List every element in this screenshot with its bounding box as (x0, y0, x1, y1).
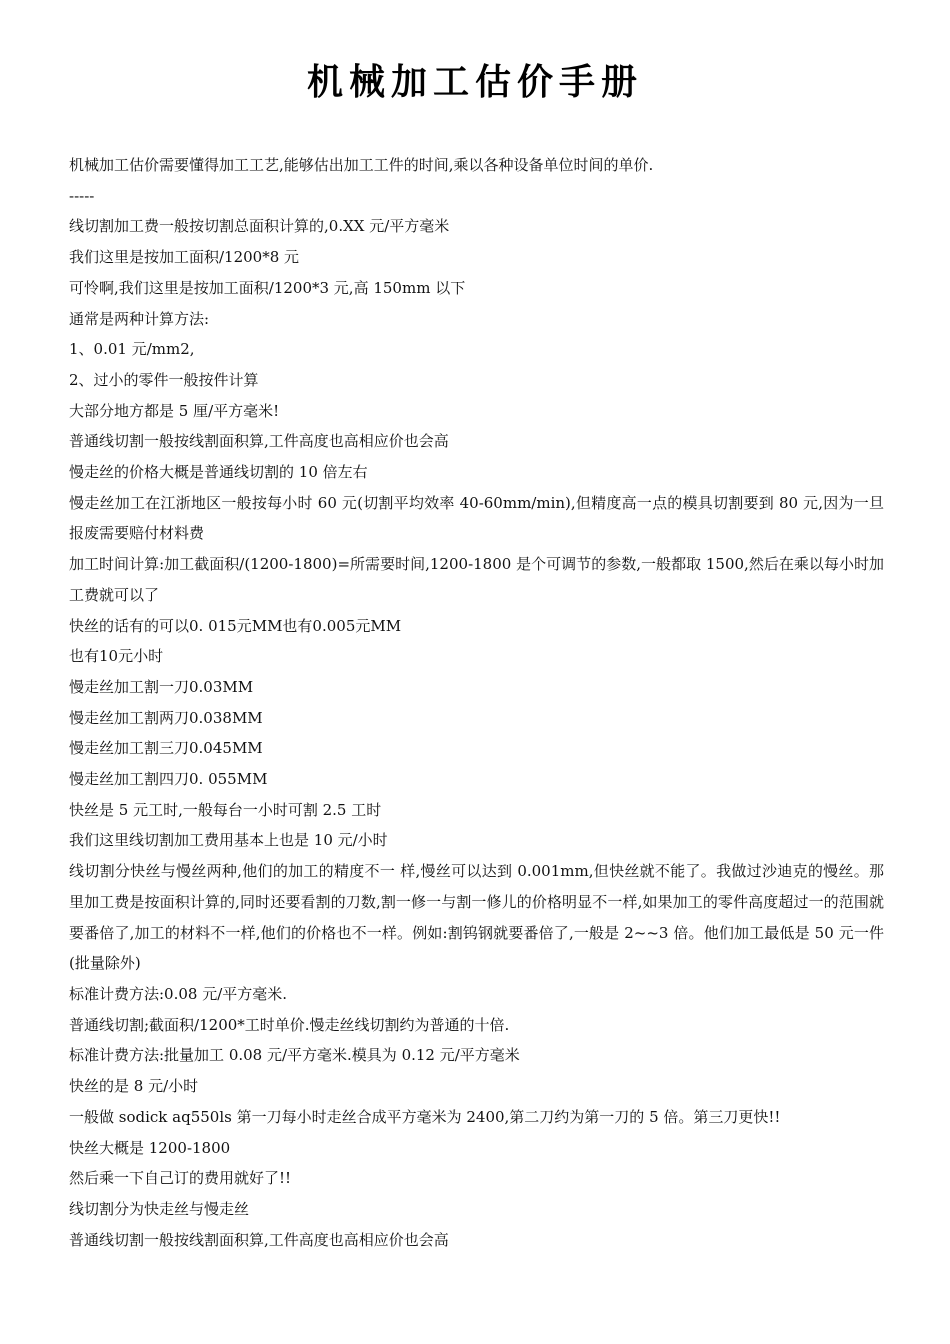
paragraph: 慢走丝加工割四刀0. 055MM (69, 770, 268, 789)
paragraph: 普通线切割;截面积/1200*工时单价.慢走丝线切割约为普通的十倍. (69, 1015, 510, 1034)
paragraph: 快丝的是 8 元/小时 (69, 1077, 199, 1096)
document-title: 机械加工估价手册 (306, 61, 643, 103)
paragraph: 然后乘一下自己订的费用就好了!! (69, 1169, 292, 1188)
paragraph: 通常是两种计算方法: (69, 309, 210, 328)
paragraph: 快丝是 5 元工时,一般每台一小时可割 2.5 工时 (69, 800, 382, 819)
separator-dashes: ----- (69, 186, 95, 205)
paragraph: 慢走丝加工在江浙地区一般按每小时 60 元(切割平均效率 40-60mm/min),但精度高一点的模具切割要到 80 元,因为一旦报废需要赔付材料费 (69, 493, 884, 543)
paragraph: 标准计费方法:批量加工 0.08 元/平方毫米.模具为 0.12 元/平方毫米 (69, 1046, 520, 1065)
list-item: 2、过小的零件一般按件计算 (69, 370, 259, 389)
paragraph: 慢走丝加工割三刀0.045MM (69, 739, 263, 758)
paragraph: 大部分地方都是 5 厘/平方毫米! (69, 401, 280, 420)
paragraph: 慢走丝加工割两刀0.038MM (69, 708, 263, 727)
paragraph: 普通线切割一般按线割面积算,工件高度也高相应价也会高 (69, 1230, 449, 1249)
paragraph: 我们这里是按加工面积/1200*8 元 (69, 248, 300, 267)
paragraph: 加工时间计算:加工截面积/(1200-1800)=所需要时间,1200-1800 是个可调节的参数,一般都取 1500,然后在乘以每小时加工费就可以了 (69, 555, 884, 604)
paragraph: 慢走丝的价格大概是普通线切割的 10 倍左右 (69, 463, 368, 482)
paragraph-intro: 机械加工估价需要懂得加工工艺,能够估出加工工件的时间,乘以各种设备单位时间的单价. (69, 156, 654, 174)
document-body (69, 150, 884, 1255)
paragraph: 普通线切割一般按线割面积算,工件高度也高相应价也会高 (69, 432, 449, 451)
paragraph: 线切割分快丝与慢丝两种,他们的加工的精度不一 样,慢丝可以达到 0.001mm,但快丝就不能了。我做过沙迪克的慢丝。那里加工费是按面积计算的,同时还要看割的刀数,割一修一与割一修儿的价格明显不一样,如果加工的零件高度超过一的范围就要番倍了,加工的材料不一样,他们的价格也不一样。例如:割钨钢就要番倍了,一般是 2~~3 倍。他们加工最低是 50 元一件(批量除外) (69, 862, 884, 973)
paragraph: 线切割加工费一般按切割总面积计算的,0.XX 元/平方毫米 (69, 217, 450, 236)
paragraph: 慢走丝加工割一刀0.03MM (69, 677, 254, 696)
paragraph: 快丝大概是 1200-1800 (69, 1138, 231, 1157)
paragraph: 一般做 sodick aq550ls 第一刀每小时走丝合成平方毫米为 2400,第二刀约为第一刀的 5 倍。第三刀更快!! (69, 1107, 781, 1126)
paragraph: 快丝的话有的可以0. 015元MM也有0.005元MM (69, 616, 402, 635)
paragraph: 我们这里线切割加工费用基本上也是 10 元/小时 (69, 831, 388, 850)
list-item: 1、0.01 元/mm2, (69, 340, 195, 359)
paragraph: 标准计费方法:0.08 元/平方毫米. (69, 984, 288, 1003)
paragraph: 可怜啊,我们这里是按加工面积/1200*3 元,高 150mm 以下 (69, 278, 466, 297)
paragraph: 线切割分为快走丝与慢走丝 (69, 1199, 250, 1218)
paragraph: 也有10元小时 (69, 647, 164, 666)
